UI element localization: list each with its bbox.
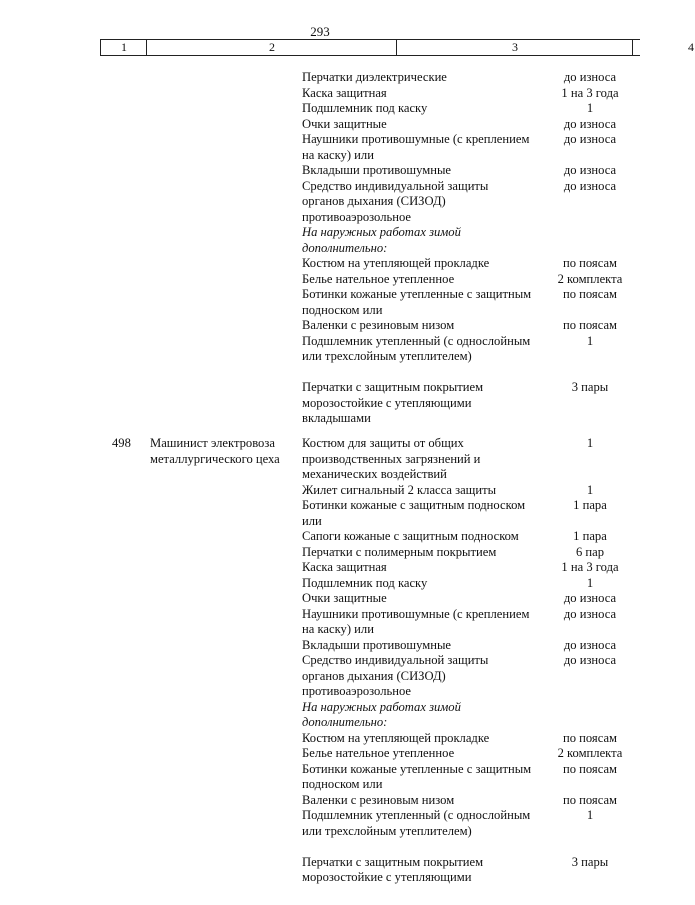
- item-norm: 2 комплекта: [557, 271, 623, 286]
- item-name: Перчатки с защитным покрытием морозостойкие с утепляющими: [302, 854, 484, 884]
- item-name: Перчатки с полимерным покрытием: [302, 544, 497, 559]
- header-col-2: 2: [146, 40, 397, 55]
- item-name: Белье нательное утепленное: [302, 746, 455, 760]
- item-name: Наушники противошумные (с креплением на каску) или: [302, 606, 530, 636]
- item-name: Подшлемник утепленный (с однослойным или трехслойным утеплителем): [302, 808, 531, 838]
- item-norm: 1 на 3 года: [561, 560, 619, 574]
- item-norm: 1 на 3 года: [561, 85, 619, 100]
- item-norm: до износа: [563, 591, 617, 605]
- item-norm: 1: [586, 101, 594, 115]
- item-name: Средство индивидуальной защиты органов дыхания (СИЗОД) противоаэрозольное: [302, 178, 489, 224]
- item-name: На наружных работах зимой дополнительно:: [302, 225, 461, 255]
- item-name: Ботинки кожаные с защитным подноском или: [302, 498, 526, 528]
- item-norm: 1: [586, 575, 594, 590]
- item-norm: до износа: [563, 70, 617, 84]
- item-name: Средство индивидуальной защиты органов дыхания (СИЗОД) противоаэрозольное: [302, 653, 489, 698]
- item-name: Костюм для защиты от общих производственных загрязнений и механических воздействий: [302, 436, 481, 481]
- item-name: Костюм на утепляющей прокладке: [302, 730, 490, 745]
- item-name: Подшлемник под каску: [302, 101, 428, 115]
- item-name: Перчатки с защитным покрытием морозостойкие с утепляющими вкладышами: [302, 380, 484, 425]
- item-norm: 1: [586, 808, 594, 822]
- item-name: Валенки с резиновым низом: [302, 792, 455, 807]
- item-norm: 1: [586, 436, 594, 450]
- table-header: [100, 39, 694, 56]
- item-norm: по поясам: [562, 256, 618, 270]
- item-norm: по поясам: [562, 792, 618, 807]
- item-name: Наушники противошумные (с креплением на каску) или: [302, 132, 530, 162]
- header-col-3: 3: [396, 40, 633, 55]
- item-norm: 3 пары: [571, 380, 609, 394]
- item-norm: 1 пара: [573, 498, 607, 512]
- item-name: Валенки с резиновым низом: [302, 318, 455, 332]
- page-number: 293: [310, 24, 330, 39]
- item-norm: 2 комплекта: [557, 746, 623, 760]
- item-norm: 1: [586, 482, 594, 497]
- item-norm: до износа: [563, 606, 617, 621]
- item-name: Очки защитные: [302, 116, 387, 131]
- item-name: Костюм на утепляющей прокладке: [302, 256, 490, 270]
- table-body: [0, 64, 640, 894]
- item-norm: по поясам: [562, 761, 618, 776]
- item-norm: до износа: [563, 132, 617, 146]
- row-number: 498: [112, 436, 131, 450]
- item-norm: до износа: [563, 163, 617, 177]
- item-name: Каска защитная: [302, 560, 387, 574]
- profession-name: Машинист электровоза металлургического цеха: [150, 436, 280, 466]
- item-name: Жилет сигнальный 2 класса защиты: [302, 482, 497, 497]
- item-norm: по поясам: [562, 730, 618, 745]
- item-norm: до износа: [563, 637, 617, 652]
- header-col-4: 4: [632, 40, 695, 55]
- item-name: Ботинки кожаные утепленные с защитным подноском или: [302, 761, 532, 791]
- item-name: Вкладыши противошумные: [302, 163, 452, 177]
- item-name: Очки защитные: [302, 591, 387, 605]
- item-norm: 1 пара: [573, 529, 607, 543]
- header-col-1: 1: [100, 40, 147, 55]
- item-name: Перчатки диэлектрические: [302, 70, 447, 84]
- item-norm: до износа: [563, 653, 617, 667]
- item-norm: 3 пары: [571, 854, 609, 869]
- item-name: Подшлемник утепленный (с однослойным или трехслойным утеплителем): [302, 333, 531, 363]
- item-norm: 1: [586, 333, 594, 348]
- item-norm: до износа: [563, 116, 617, 131]
- item-name: Белье нательное утепленное: [302, 271, 455, 286]
- item-name: Подшлемник под каску: [302, 575, 428, 590]
- item-norm: по поясам: [562, 318, 618, 332]
- item-name: Ботинки кожаные утепленные с защитным подноском или: [302, 287, 532, 317]
- item-norm: по поясам: [562, 287, 618, 301]
- item-name: Каска защитная: [302, 85, 387, 100]
- item-name: На наружных работах зимой дополнительно:: [302, 699, 461, 729]
- item-name: Вкладыши противошумные: [302, 637, 452, 652]
- item-norm: 6 пар: [575, 544, 605, 559]
- item-norm: до износа: [563, 178, 617, 193]
- item-name: Сапоги кожаные с защитным подноском: [302, 529, 519, 543]
